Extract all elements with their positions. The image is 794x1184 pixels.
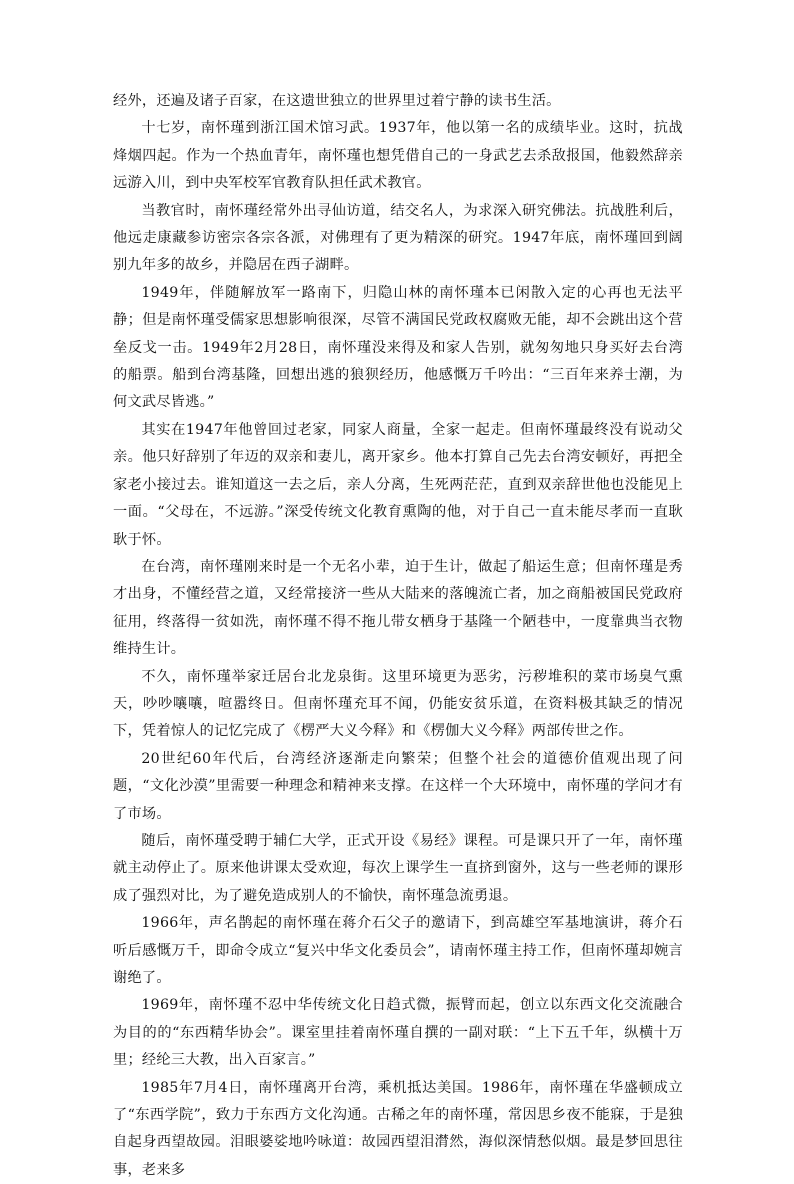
paragraph-10: 1966年，声名鹊起的南怀瑾在蒋介石父子的邀请下，到高雄空军基地演讲，蒋介石听后感慨万千，即命令成立“复兴中华文化委员会”，请南怀瑾主持工作，但南怀瑾却婉言谢绝了。 [113, 915, 683, 986]
paragraph-1: 经外，还遍及诸子百家，在这遗世独立的世界里过着宁静的读书生活。 [113, 93, 561, 109]
paragraph-9: 随后，南怀瑾受聘于辅仁大学，正式开设《易经》课程。可是课只开了一年，南怀瑾就主动停止了。原来他讲课太受欢迎，每次上课学生一直挤到窗外，这与一些老师的课形成了强烈对比，为了避免造成别人的不愉快，南怀瑾急流勇退。 [113, 832, 683, 904]
paragraph-6: 在台湾，南怀瑾刚来时是一个无名小辈，迫于生计，做起了船运生意；但南怀瑾是秀才出身，不懂经营之道，又经常接济一些从大陆来的落魄流亡者，加之商船被国民党政府征用，终落得一贫如洗，南怀瑾不得不拖儿带女栖身于基隆一个陋巷中，一度靠典当衣物维持生计。 [113, 558, 683, 658]
paragraph-11: 1969年，南怀瑾不忍中华传统文化日趋式微，振臂而起，创立以东西文化交流融合为目的的“东西精华协会”。课室里挂着南怀瑾自撰的一副对联：“上下五千年，纵横十万里；经纶三大教，出入百家言。” [113, 997, 683, 1069]
paragraph-5: 其实在1947年他曾回过老家，同家人商量，全家一起走。但南怀瑾最终没有说动父亲。他只好辞别了年迈的双亲和妻儿，离开家乡。他本打算自己先去台湾安顿好，再把全家老小接过去。谁知道这一去之后，亲人分离，生死两茫茫，直到双亲辞世他也没能见上一面。“父母在，不远游。”深受传统文化教育熏陶的他，对于自己一直未能尽孝而一直耿耿于怀。 [113, 421, 683, 548]
paragraph-12: 1985年7月4日，南怀瑾离开台湾，乘机抵达美国。1986年，南怀瑾在华盛顿成立了“东西学院”，致力于东西方文化沟通。古稀之年的南怀瑾，常因思乡夜不能寐，于是独自起身西望故园。泪眼婆娑地吟咏道：故园西望泪潸然，海似深情愁似烟。最是梦回思往事，老来多 [113, 1079, 683, 1178]
paragraph-7: 不久，南怀瑾举家迁居台北龙泉街。这里环境更为恶劣，污秽堆积的菜市场臭气熏天，吵吵嚷嚷，喧嚣终日。但南怀瑾充耳不闻，仍能安贫乐道，在资料极其缺乏的情况下，凭着惊人的记忆完成了《楞严大义今释》和《楞伽大义今释》两部传世之作。 [113, 668, 683, 740]
paragraph-8: 20世纪60年代后，台湾经济逐渐走向繁荣；但整个社会的道德价值观出现了问题，“文化沙漠”里需要一种理念和精神来支撑。在这样一个大环境中，南怀瑾的学问才有了市场。 [113, 750, 683, 822]
paragraph-4: 1949年，伴随解放军一路南下，归隐山林的南怀瑾本已闲散入定的心再也无法平静；但是南怀瑾受儒家思想影响很深，尽管不满国民党政权腐败无能，却不会跳出这个营垒反戈一击。1949年2月28日，南怀瑾没来得及和家人告别，就匆匆地只身买好去台湾的船票。船到台湾基隆，回想出逃的狼狈经历，他感慨万千吟出：“三百年来养士潮，为何文武尽皆逃。” [113, 284, 683, 411]
document-page [113, 88, 683, 1184]
paragraph-2: 十七岁，南怀瑾到浙江国术馆习武。1937年，他以第一名的成绩毕业。这时，抗战烽烟四起。作为一个热血青年，南怀瑾也想凭借自己的一身武艺去杀敌报国，他毅然辞亲远游入川，到中央军校军官教育队担任武术教官。 [113, 120, 683, 192]
paragraph-3: 当教官时，南怀瑾经常外出寻仙访道，结交名人，为求深入研究佛法。抗战胜利后，他远走康藏参访密宗各宗各派，对佛理有了更为精深的研究。1947年底，南怀瑾回到阔别九年多的故乡，并隐居在西子湖畔。 [113, 202, 683, 274]
